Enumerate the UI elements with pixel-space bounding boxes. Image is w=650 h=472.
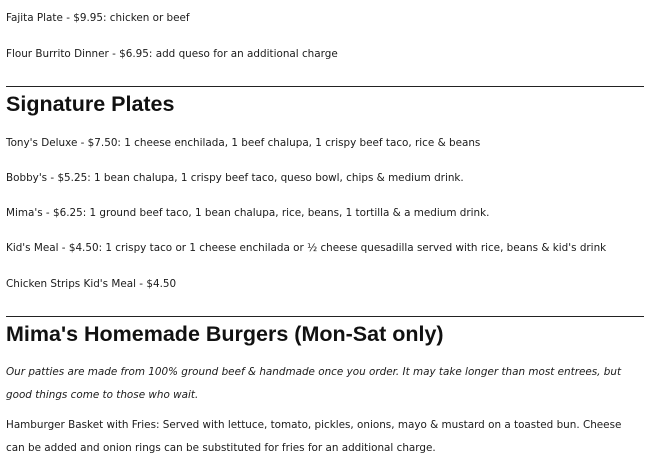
menu-item-flour-burrito-dinner: Flour Burrito Dinner - $6.95: add queso for an additional charge [6, 48, 338, 60]
section-divider-burgers [6, 316, 644, 317]
burgers-intro-text: Our patties are made from 100% ground beef & handmade once you order. It may take longer than most entrees, but good things come to those who wait. [6, 366, 622, 401]
menu-item-mimas: Mima's - $6.25: 1 ground beef taco, 1 bean chalupa, rice, beans, 1 tortilla & a medium drink. [6, 207, 490, 219]
menu-item-fajita-plate: Fajita Plate - $9.95: chicken or beef [6, 12, 190, 24]
menu-item-bobbys: Bobby's - $5.25: 1 bean chalupa, 1 crispy beef taco, queso bowl, chips & medium drink. [6, 172, 464, 184]
section-title-signature-plates: Signature Plates [6, 92, 175, 116]
menu-item-tonys-deluxe: Tony's Deluxe - $7.50: 1 cheese enchilada, 1 beef chalupa, 1 crispy beef taco, rice & beans [6, 137, 481, 149]
menu-item-kids-meal: Kid's Meal - $4.50: 1 crispy taco or 1 cheese enchilada or ½ cheese quesadilla served with rice, beans & kid's drink [6, 242, 607, 254]
section-title-homemade-burgers: Mima's Homemade Burgers (Mon-Sat only) [6, 322, 444, 346]
menu-item-chicken-strips-kids-meal: Chicken Strips Kid's Meal - $4.50 [6, 278, 177, 290]
menu-item-hamburger-basket: Hamburger Basket with Fries: Served with lettuce, tomato, pickles, onions, mayo & mustard on a toasted bun. Cheese can be added and onion rings can be substituted for fries for an additional charge. [6, 419, 622, 454]
section-divider-signature [6, 86, 644, 87]
